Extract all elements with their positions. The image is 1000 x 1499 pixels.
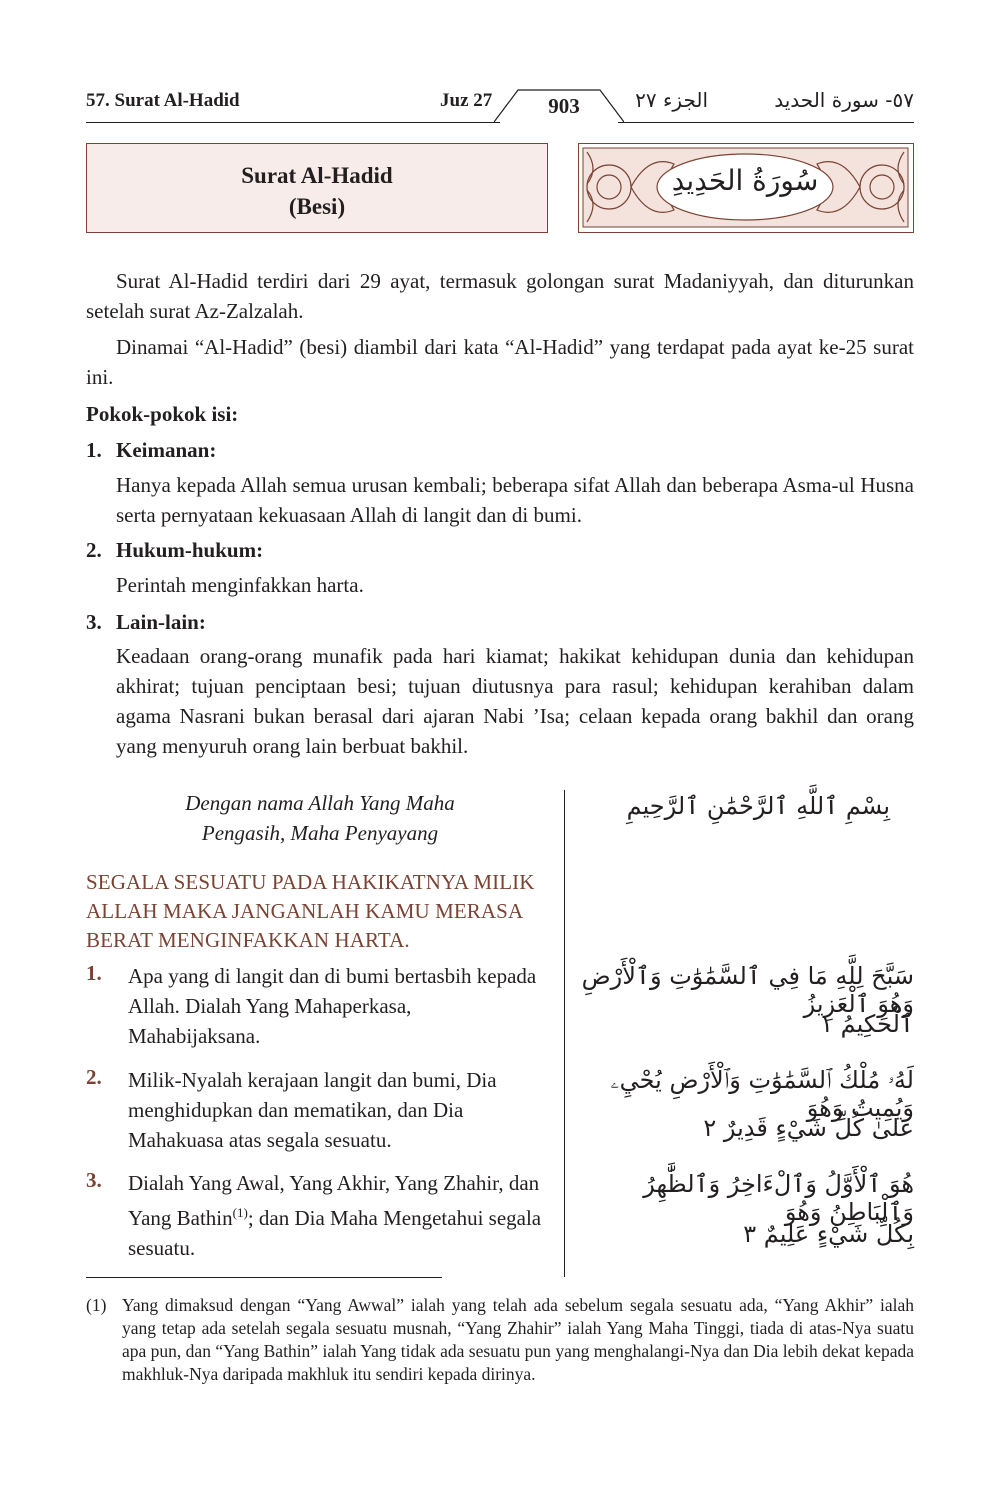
column-divider (564, 790, 565, 1277)
verse-number: 3. (86, 1168, 102, 1192)
running-header-juz-arabic: الجزء ٢٧ (635, 88, 708, 112)
contents-item-number: 1. (86, 438, 102, 462)
surah-calligraphy: سُورَةُ الحَدِيدِ (671, 164, 819, 197)
contents-heading: Pokok-pokok isi: (86, 402, 239, 426)
verse-arabic-line: بِكُلِّ شَيْءٍ عَلِيمٌ ٣ (743, 1220, 914, 1248)
running-header-surah-arabic: ٥٧- سورة الحديد (774, 88, 914, 112)
running-header-juz: Juz 27 (440, 90, 493, 111)
intro-paragraph-1: Surat Al-Hadid terdiri dari 29 ayat, termasuk golongan surat Madaniyyah, dan diturunkan setelah surat Az-Zalzalah. (86, 269, 914, 323)
running-header-surah: 57. Surat Al-Hadid (86, 90, 240, 111)
surah-title-box (86, 143, 548, 233)
footnote-marker: (1) (86, 1295, 107, 1315)
basmala-arabic: بِسْمِ ٱللَّهِ ٱلرَّحْمَٰنِ ٱلرَّحِيمِ (626, 792, 890, 820)
intro-paragraph-2: Dinamai “Al-Hadid” (besi) diambil dari kata “Al-Hadid” yang terdapat pada ayat ke-25 surat ini. (86, 335, 914, 389)
contents-item-number: 3. (86, 610, 102, 634)
page-number: 903 (548, 94, 580, 118)
verse-number: 2. (86, 1065, 102, 1089)
surah-meaning: (Besi) (288, 194, 346, 219)
footnote-reference[interactable]: (1) (232, 1205, 248, 1220)
verse-number: 1. (86, 961, 102, 985)
contents-item-title: Keimanan: (116, 438, 217, 462)
basmala-translation: Dengan nama Allah Yang Maha Pengasih, Maha Penyayang (185, 791, 455, 845)
verse-arabic-line: هُوَ ٱلْأَوَّلُ وَٱلْءَاخِرُ وَٱلظَّٰهِرُ وَٱلْبَاطِنُ وَهُوَ (643, 1170, 914, 1226)
surah-title: Surat Al-Hadid (241, 163, 393, 188)
footnote-rule (86, 1277, 442, 1278)
verse-translation (128, 1168, 548, 1263)
header-rule-right (618, 122, 914, 123)
section-heading: SEGALA SESUATU PADA HAKIKATNYA MILIK ALLAH MAKA JANGANLAH KAMU MERASA BERAT MENGINFAKKAN HARTA. (86, 870, 535, 952)
verse-arabic-line: لَهُۥ مُلْكُ ٱلسَّمَٰوَٰتِ وَٱلْأَرْضِ يُحْيِۦ وَيُمِيتُ وَهُوَ (610, 1066, 914, 1122)
verse-arabic-line: عَلَىٰ كُلِّ شَيْءٍ قَدِيرٌ ٢ (703, 1114, 914, 1142)
verse-translation: Apa yang di langit dan di bumi bertasbih kepada Allah. Dialah Yang Mahaperkasa, Mahabijaksana. (128, 964, 537, 1048)
contents-item-text: Hanya kepada Allah semua urusan kembali; beberapa sifat Allah dan beberapa Asma-ul Husna serta pernyataan kekuasaan Allah di langit dan di bumi. (116, 473, 914, 527)
surah-calligraphy-frame (578, 143, 914, 233)
contents-item-title: Hukum-hukum: (116, 538, 264, 562)
header-rule-left (86, 122, 500, 123)
contents-item-text: Keadaan orang-orang munafik pada hari kiamat; hakikat kehidupan dunia dan kehidupan akhirat; tujuan penciptaan besi; tujuan diutusnya para rasul; kehidupan kerahiban dalam agama Nasrani bukan berasal dari ajaran Nabi ’Isa; celaan kepada orang bakhil dan orang yang menyuruh orang lain berbuat bakhil. (116, 644, 914, 758)
contents-item-text: Perintah menginfakkan harta. (116, 573, 364, 597)
verse-arabic-line: ٱلْحَكِيمُ ١ (820, 1010, 914, 1038)
footnote-text: Yang dimaksud dengan “Yang Awwal” ialah yang telah ada sebelum segala sesuatu ada, “Yang Akhir” ialah yang tetap ada setelah segala sesuatu musnah, “Yang Zhahir” ialah Yang Maha Tinggi, tiada di atas-Nya suatu apa pun, dan “Yang Bathin” ialah Yang tidak ada sesuatu pun yang menghalangi-Nya dan Dia lebih dekat kepada makhluk-Nya daripada makhluk itu sendiri kepada dirinya. (122, 1295, 914, 1384)
verse-arabic-line: سَبَّحَ لِلَّهِ مَا فِي ٱلسَّمَٰوَٰتِ وَٱلْأَرْضِ وَهُوَ ٱلْعَزِيزُ (581, 962, 914, 1018)
contents-item-number: 2. (86, 538, 102, 562)
verse-translation: Milik-Nyalah kerajaan langit dan bumi, Dia menghidupkan dan mematikan, dan Dia Mahakuasa atas segala sesuatu. (128, 1068, 497, 1152)
verse-translation-part: ; dan Dia Maha Mengetahui segala sesuatu. (128, 1206, 542, 1260)
verse-translation-part: Dialah Yang Awal, Yang Akhir, Yang Zhahir, dan Yang Bathin (128, 1171, 540, 1230)
contents-item-title: Lain-lain: (116, 610, 206, 634)
